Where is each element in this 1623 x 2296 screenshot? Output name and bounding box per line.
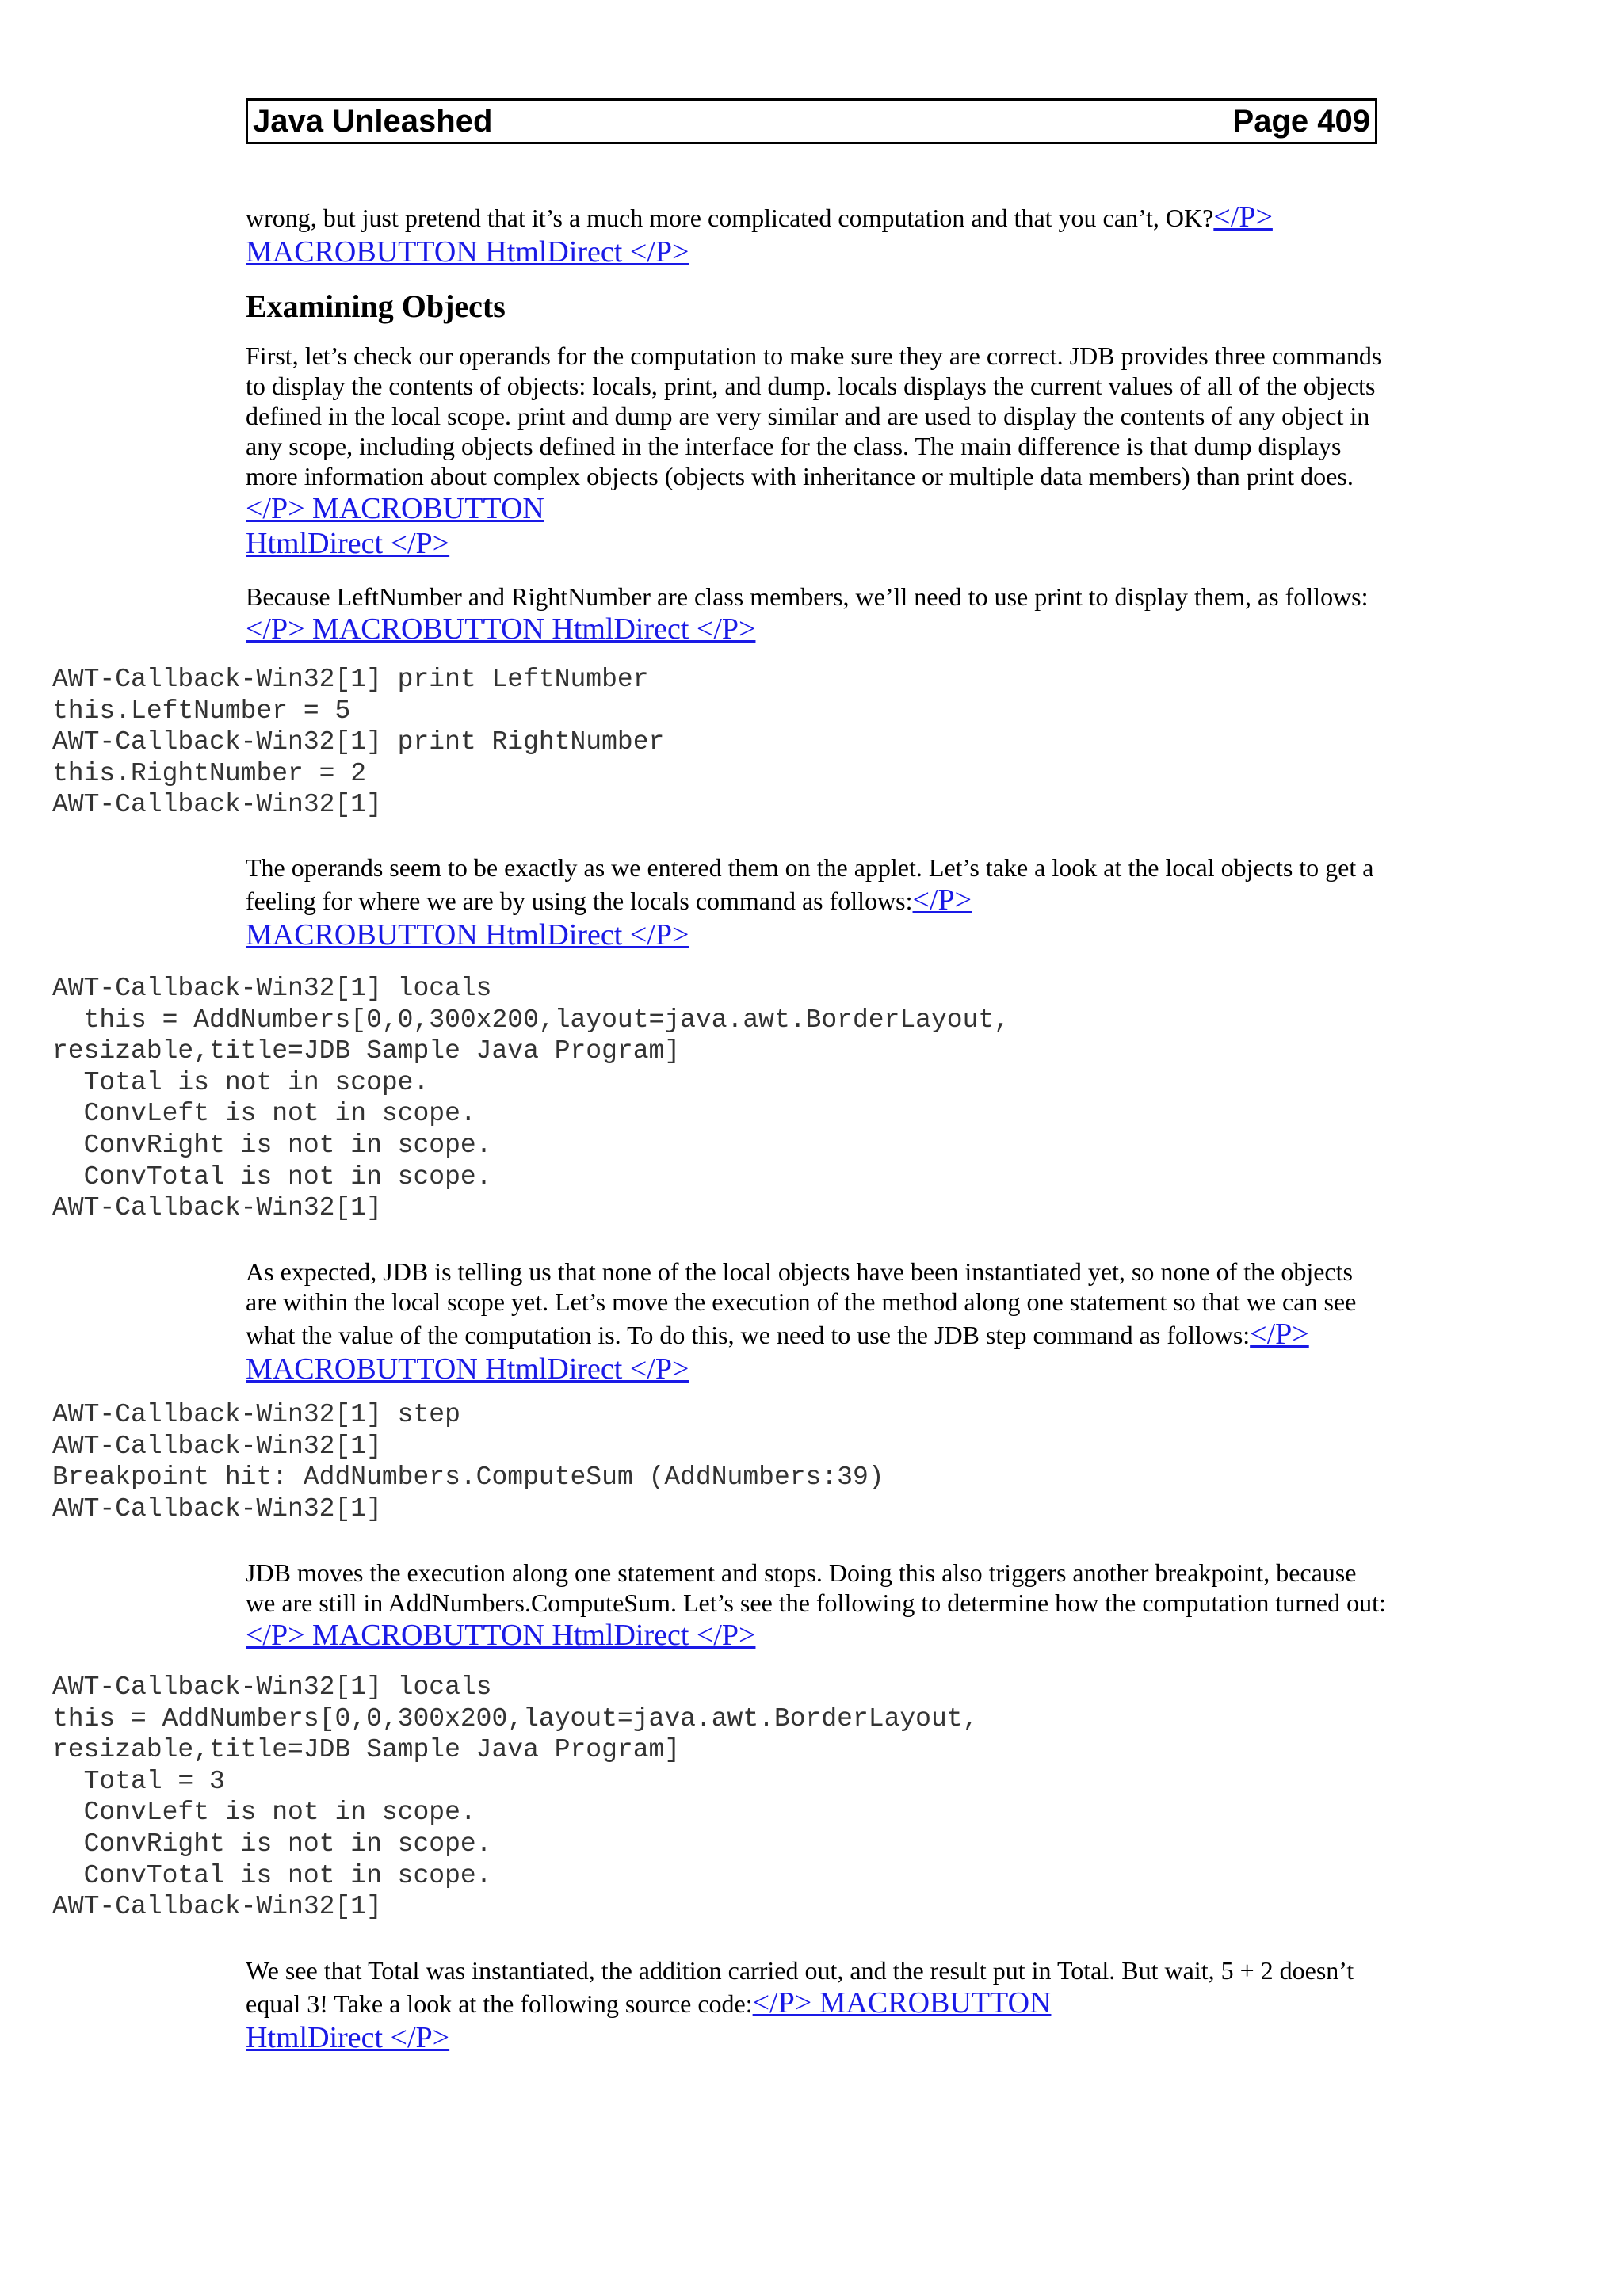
macrobutton-link[interactable]: </P> MACROBUTTON HtmlDirect </P> [246,1318,1309,1386]
paragraph-text: The operands seem to be exactly as we entered them on the applet. Let’s take a look at the local objects to get a feeling for where we are by using the locals command as follows: [246,853,1374,915]
paragraph-6 [246,1558,1387,1653]
paragraph-1 [246,200,1387,269]
macrobutton-link[interactable]: HtmlDirect </P> [246,2021,450,2054]
macrobutton-link[interactable]: HtmlDirect </P> [246,527,450,560]
macrobutton-link[interactable]: </P> MACROBUTTON [752,1986,1052,2019]
section-heading: Examining Objects [246,288,506,324]
macrobutton-link[interactable]: </P> MACROBUTTON HtmlDirect </P> [246,612,756,646]
paragraph-7 [246,1955,1387,2055]
page-header [246,98,1377,144]
paragraph-text: We see that Total was instantiated, the addition carried out, and the result put in Total. But wait, 5 + 2 doesn’t equal 3! Take a look at the following source code: [246,1956,1354,2018]
macrobutton-link[interactable]: </P> MACROBUTTON HtmlDirect </P> [246,1619,756,1652]
paragraph-2 [246,341,1387,561]
paragraph-text: wrong, but just pretend that it’s a much more complicated computation and that you can’t, OK? [246,204,1214,232]
paragraph-text: JDB moves the execution along one statement and stops. Doing this also triggers another breakpoint, because we are still in AddNumbers.ComputeSum. Let’s see the following to determine how the computation turned out: [246,1558,1386,1617]
paragraph-text: Because LeftNumber and RightNumber are class members, we’ll need to use print to display them, as follows: [246,582,1369,611]
paragraph-text: First, let’s check our operands for the computation to make sure they are correct. JDB provides three commands to display the contents of objects: locals, print, and dump. locals displays the current values of all of the objects defined in the local scope. print and dump are very similar and are used to display the contents of any object in any scope, including objects defined in the interface for the class. The main difference is that dump displays more information about complex objects (objects with inheritance or multiple data members) than print does. [246,341,1382,490]
macrobutton-link[interactable]: MACROBUTTON HtmlDirect </P> [246,918,689,952]
code-block-step: AWT-Callback-Win32[1] step AWT-Callback-Win32[1] Breakpoint hit: AddNumbers.ComputeSum (AddNumbers:39) AWT-Callback-Win32[1] [52,1400,884,1524]
page-number: Page 409 [1232,103,1370,139]
macrobutton-link[interactable]: </P> [1213,200,1273,234]
book-title: Java Unleashed [253,103,493,139]
macrobutton-link[interactable]: MACROBUTTON HtmlDirect </P> [246,235,689,269]
paragraph-3 [246,582,1387,646]
macrobutton-link[interactable]: </P> [912,883,972,917]
code-block-locals: AWT-Callback-Win32[1] locals this = AddNumbers[0,0,300x200,layout=java.awt.BorderLayout, resizable,title=JDB Sample Java Program] Total is not in scope. ConvLeft is not in scope. ConvRight is not in scope. ConvTotal is not in scope. AWT-Callback-Win32[1] [52,974,1010,1223]
paragraph-5 [246,1257,1387,1386]
macrobutton-link[interactable]: </P> MACROBUTTON [246,492,544,525]
code-block-print: AWT-Callback-Win32[1] print LeftNumber this.LeftNumber = 5 AWT-Callback-Win32[1] print RightNumber this.RightNumber = 2 AWT-Callback-Win32[1] [52,665,665,820]
code-block-locals-2: AWT-Callback-Win32[1] locals this = AddNumbers[0,0,300x200,layout=java.awt.BorderLayout, resizable,title=JDB Sample Java Program] Total = 3 ConvLeft is not in scope. ConvRight is not in scope. ConvTotal is not in scope. AWT-Callback-Win32[1] [52,1672,979,1922]
paragraph-4 [246,852,1387,952]
paragraph-text: As expected, JDB is telling us that none of the local objects have been instantiated yet, so none of the objects are within the local scope yet. Let’s move the execution of the method along one statement so that we can see what the value of the computation is. To do this, we need to use the JDB step command as follows: [246,1257,1357,1349]
